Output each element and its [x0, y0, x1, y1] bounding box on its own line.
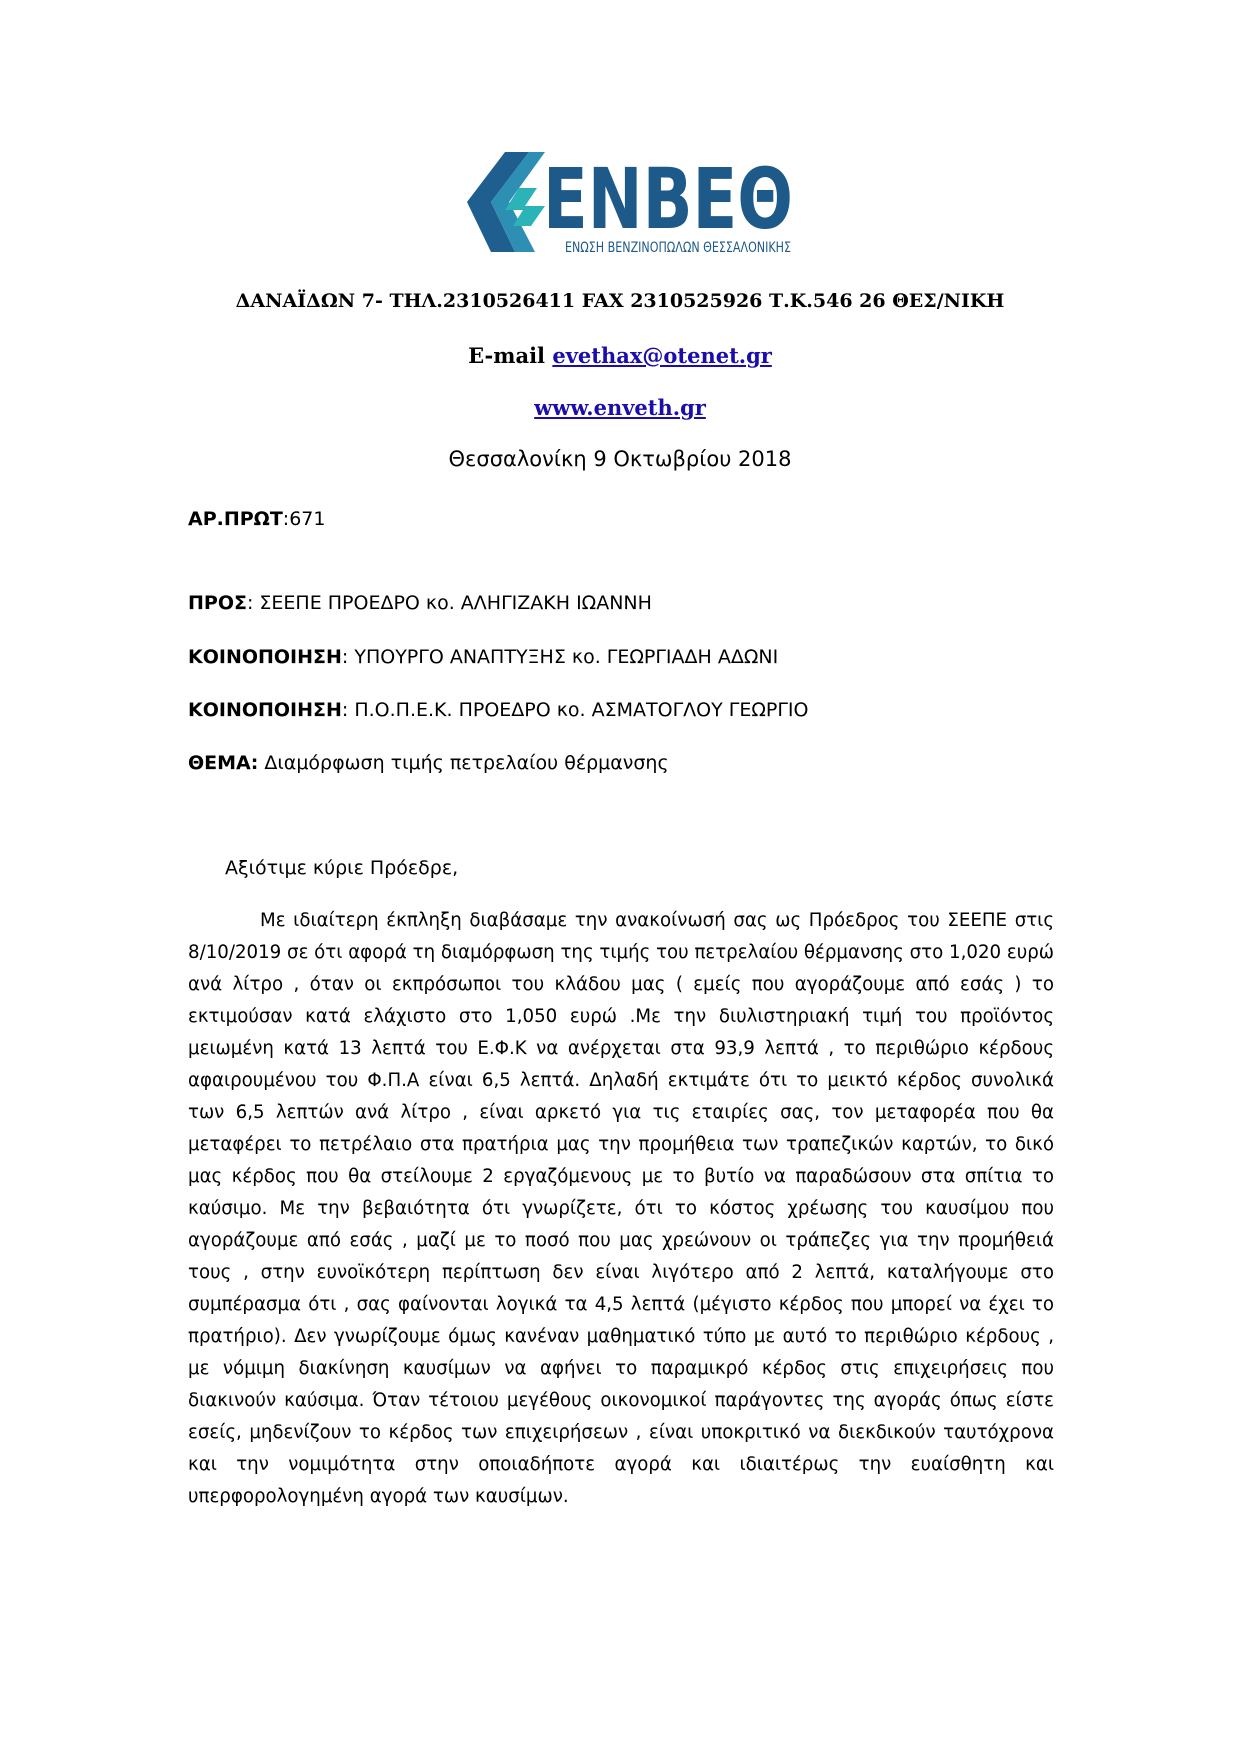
email-line	[0, 343, 1240, 368]
recipient-cc-1	[188, 646, 778, 668]
cc2-label: ΚΟΙΝΟΠΟΙΗΣΗ	[188, 699, 342, 721]
recipient-cc-2	[188, 699, 808, 721]
subject-line	[188, 752, 669, 774]
cc1-label: ΚΟΙΝΟΠΟΙΗΣΗ	[188, 646, 342, 668]
to-value: : ΣΕΕΠΕ ΠΡΟΕΔΡΟ κο. ΑΛΗΓΙΖΑΚΗ ΙΩΑΝΝΗ	[246, 592, 652, 614]
subject-label: ΘΕΜΑ:	[188, 752, 259, 774]
cc2-value: : Π.Ο.Π.Ε.Κ. ΠΡΟΕΔΡΟ κο. ΑΣΜΑΤΟΓΛΟΥ ΓΕΩΡΓΙΟ	[341, 699, 809, 721]
letter-date: Θεσσαλονίκη 9 Οκτωβρίου 2018	[448, 447, 792, 471]
salutation: Αξιότιμε κύριε Πρόεδρε,	[225, 857, 459, 879]
email-link[interactable]: evethax@otenet.gr	[552, 343, 772, 368]
website-link[interactable]: www.enveth.gr	[534, 395, 706, 420]
to-label: ΠΡΟΣ	[188, 592, 247, 614]
enveth-logo	[465, 148, 795, 258]
cc1-value: : ΥΠΟΥΡΓΟ ΑΝΑΠΤΥΞΗΣ κο. ΓΕΩΡΓΙΑΔΗ ΑΔΩΝΙ	[341, 646, 779, 668]
logo-subtitle: ΕΝΩΣΗ ΒΕΝΖΙΝΟΠΩΛΩΝ ΘΕΣΣΑΛΟΝΙΚΗΣ	[565, 240, 792, 256]
address-line: ΔΑΝΑΪΔΩΝ 7- ΤΗΛ.2310526411 FAX 2310525926 Τ.Κ.546 26 ΘΕΣ/ΝΙΚΗ	[235, 290, 1005, 312]
recipient-to	[188, 592, 652, 614]
protocol-number	[188, 508, 325, 530]
protocol-label: ΑΡ.ΠΡΩΤ	[188, 508, 283, 530]
protocol-value: :671	[282, 508, 326, 530]
email-label: E-mail	[468, 343, 553, 368]
logo-wordmark: ΕΝΒΕΘ	[543, 150, 793, 248]
letter-body: Με ιδιαίτερη έκπληξη διαβάσαμε την ανακοίνωσή σας ως Πρόεδρος του ΣΕΕΠΕ στις 8/10/2019 σε ότι αφορά τη διαμόρφωση της τιμής του πετρελαίου θέρμανσης στο 1,020 ευρώ ανά λίτρο , όταν οι εκπρόσωποι του κλάδου μας ( εμείς που αγοράζουμε από εσάς ) το εκτιμούσαν κατά ελάχιστο στο 1,050 ευρώ .Με την διυλιστηριακή τιμή του προϊόντος μειωμένη κατά 13 λεπτά του Ε.Φ.Κ να ανέρχεται στα 93,9 λεπτά , το περιθώριο κέρδους αφαιρουμένου του Φ.Π.Α είναι 6,5 λεπτά. Δηλαδή εκτιμάτε ότι το μεικτό κέρδος συνολικά των 6,5 λεπτών ανά λίτρο , είναι αρκετό για τις εταιρίες σας, τον μεταφορέα που θα μεταφέρει το πετρέλαιο στα πρατήρια μας την προμήθεια των τραπεζικών καρτών, το δικό μας κέρδος που θα στείλουμε 2 εργαζόμενους με το βυτίο να παραδώσουν στα σπίτια το καύσιμο. Με την βεβαιότητα ότι γνωρίζετε, ότι το κόστος χρέωσης του καυσίμου που αγοράζουμε από εσάς , μαζί με το ποσό που μας χρεώνουν οι τράπεζες για την προμήθειά τους , στην ευνοϊκότερη περίπτωση δεν είναι λιγότερο από 2 λεπτά, καταλήγουμε στο συμπέρασμα ότι , σας φαίνονται λογικά τα 4,5 λεπτά (μέγιστο κέρδος που μπορεί να έχει το πρατήριο). Δεν γνωρίζουμε όμως κανέναν μαθηματικό τύπο με αυτό το περιθώριο κέρδους , με νόμιμη διακίνηση καυσίμων να αφήνει το παραμικρό κέρδος στις επιχειρήσεις που διακινούν καύσιμα. Όταν τέτοιου μεγέθους οικονομικοί παράγοντες της αγοράς όπως είστε εσείς, μηδενίζουν το κέρδος των επιχειρήσεων , είναι υποκριτικό να διεκδικούν ταυτόχρονα και την νομιμότητα στην οποιαδήποτε αγορά και ιδιαιτέρως την ευαίσθητη και υπερφορολογημένη αγορά των καυσίμων.	[188, 910, 1054, 1507]
website-line	[0, 395, 1240, 420]
subject-value: Διαμόρφωση τιμής πετρελαίου θέρμανσης	[258, 752, 669, 774]
logo-graphic	[465, 148, 795, 258]
